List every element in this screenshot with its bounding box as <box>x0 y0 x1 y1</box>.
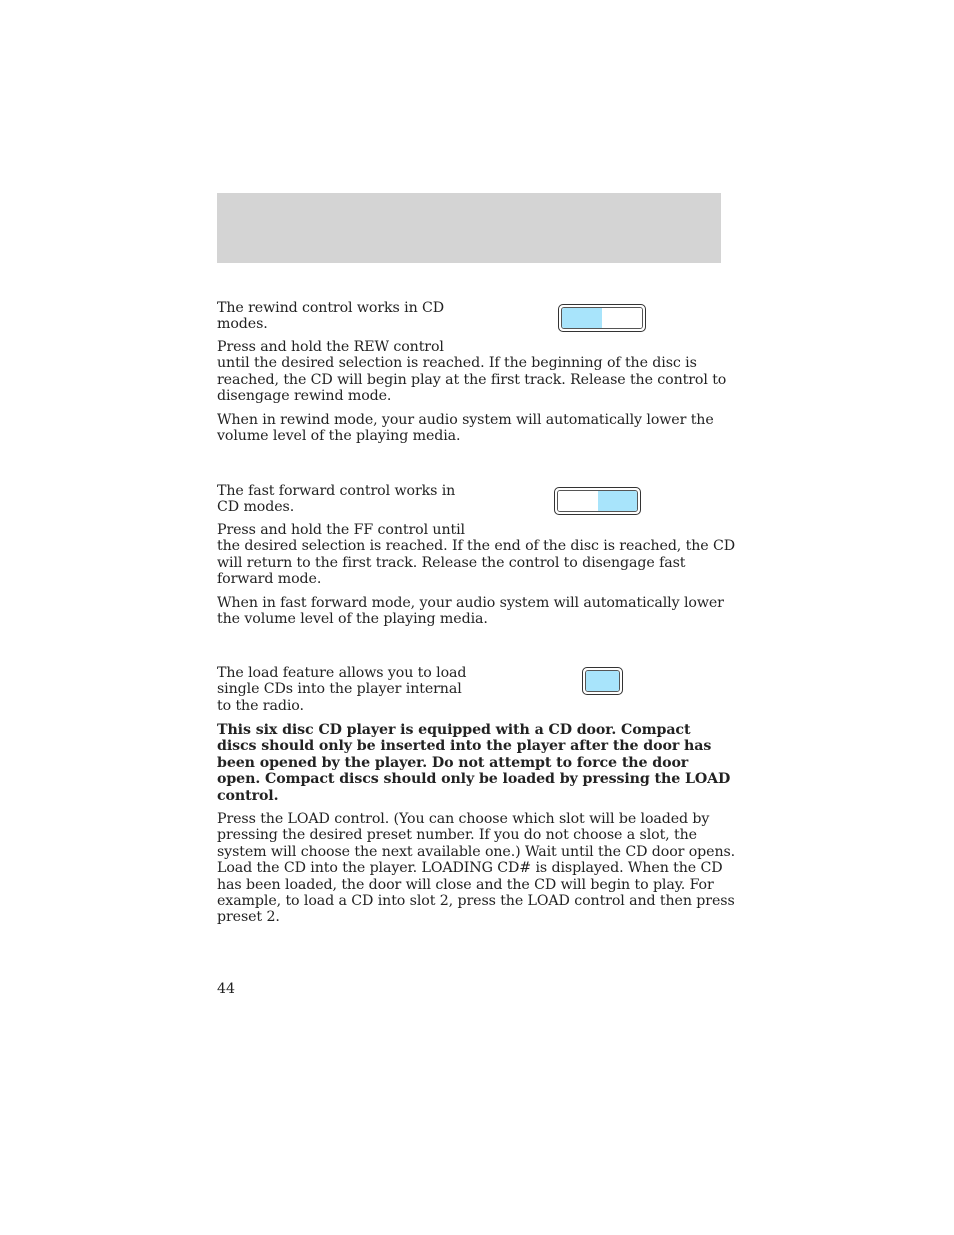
load-instructions-line: example, to load a CD into slot 2, press the LOAD control and then press <box>217 893 735 910</box>
load-warning-line: control. <box>217 787 279 804</box>
ff-intro <box>217 483 455 516</box>
load-intro-line: The load feature allows you to load <box>217 665 467 681</box>
load-warning-line: been opened by the player. Do not attempt to force the door <box>217 754 689 771</box>
rewind-volume-line: When in rewind mode, your audio system will automatically lower the <box>217 412 714 428</box>
rewind-intro-line: modes. <box>217 316 268 333</box>
load-warning-line: This six disc CD player is equipped with a CD door. Compact <box>217 722 691 738</box>
rewind-intro-line: The rewind control works in CD <box>217 300 445 316</box>
rew-ff-control-inner <box>561 307 643 329</box>
ff-press-line: Press and hold the FF control until <box>217 522 465 538</box>
load-segment-highlighted <box>586 671 619 691</box>
ff-intro-line: CD modes. <box>217 499 295 516</box>
rewind-volume-line: volume level of the playing media. <box>217 428 461 445</box>
load-instructions-line: Load the CD into the player. LOADING CD# is displayed. When the CD <box>217 860 723 877</box>
rewind-press-line: disengage rewind mode. <box>217 388 392 405</box>
rew-segment-highlighted <box>562 308 602 328</box>
rew-ff-control-illustration-rew <box>558 304 646 332</box>
load-instructions-line: Press the LOAD control. (You can choose which slot will be loaded by <box>217 811 710 827</box>
rew-ff-control-illustration-ff <box>554 487 641 515</box>
rewind-press-line: until the desired selection is reached. If the beginning of the disc is <box>217 355 697 372</box>
rew-segment <box>558 491 598 511</box>
ff-volume-paragraph <box>217 595 724 628</box>
rewind-press-line: Press and hold the REW control <box>217 339 444 355</box>
ff-press-line: the desired selection is reached. If the end of the disc is reached, the CD <box>217 538 735 555</box>
rewind-intro <box>217 300 444 333</box>
ff-press-line: will return to the first track. Release the control to disengage fast <box>217 554 686 571</box>
load-instructions-line: has been loaded, the door will close and the CD will begin to play. For <box>217 876 714 893</box>
ff-press-paragraph <box>217 522 735 588</box>
load-warning-paragraph <box>217 722 730 804</box>
load-control-illustration <box>582 667 623 695</box>
ff-volume-line: the volume level of the playing media. <box>217 611 488 628</box>
ff-segment <box>602 308 642 328</box>
load-instructions-paragraph <box>217 811 735 926</box>
section-header-bar <box>217 193 721 263</box>
ff-volume-line: When in fast forward mode, your audio system will automatically lower <box>217 595 724 611</box>
load-intro-line: to the radio. <box>217 697 304 714</box>
ff-segment-highlighted <box>598 491 638 511</box>
load-intro-line: single CDs into the player internal <box>217 681 462 698</box>
load-instructions-line: pressing the desired preset number. If you do not choose a slot, the <box>217 827 697 844</box>
page-number: 44 <box>217 981 236 997</box>
rewind-press-line: reached, the CD will begin play at the first track. Release the control to <box>217 371 727 388</box>
load-intro <box>217 665 466 714</box>
load-control-inner <box>585 670 620 692</box>
rew-ff-control-inner <box>557 490 638 512</box>
load-warning-line: open. Compact discs should only be loaded by pressing the LOAD <box>217 771 731 788</box>
rewind-press-paragraph <box>217 339 726 405</box>
load-warning-line: discs should only be inserted into the player after the door has <box>217 738 712 755</box>
load-instructions-line: system will choose the next available one.) Wait until the CD door opens. <box>217 843 736 860</box>
ff-press-line: forward mode. <box>217 571 322 588</box>
load-instructions-line: preset 2. <box>217 909 280 926</box>
rewind-volume-paragraph <box>217 412 714 445</box>
ff-intro-line: The fast forward control works in <box>217 483 456 499</box>
